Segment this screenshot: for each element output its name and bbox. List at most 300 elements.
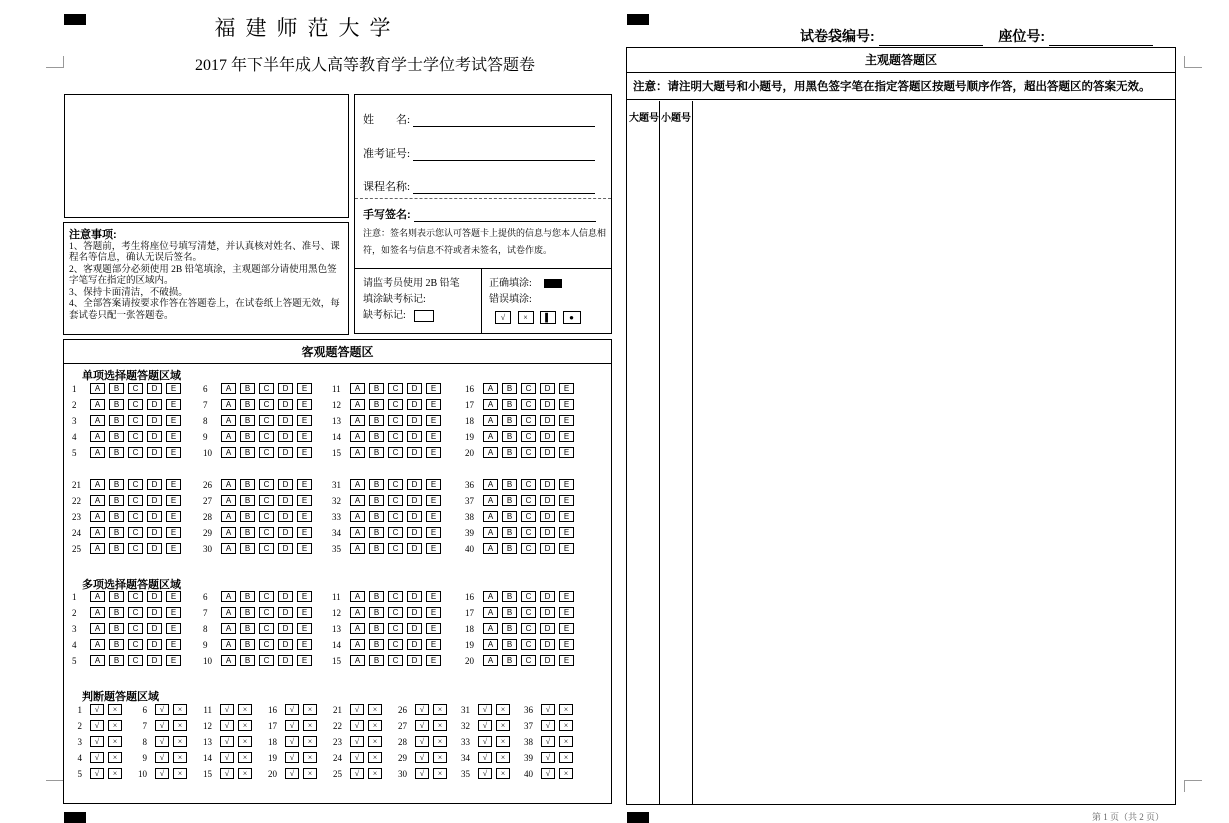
option-bubble-e[interactable]: E [559,479,574,490]
option-bubble-c[interactable]: C [128,479,143,490]
option-bubble-a[interactable]: A [483,447,498,458]
option-bubble-a[interactable]: A [350,495,365,506]
option-bubble-b[interactable]: B [109,399,124,410]
option-bubble-d[interactable]: D [278,415,293,426]
false-bubble[interactable]: × [303,736,317,747]
option-bubble-d[interactable]: D [407,655,422,666]
option-bubble-e[interactable]: E [559,527,574,538]
option-bubble-c[interactable]: C [388,431,403,442]
true-bubble[interactable]: √ [285,768,299,779]
option-bubble-c[interactable]: C [128,447,143,458]
false-bubble[interactable]: × [303,704,317,715]
option-bubble-a[interactable]: A [221,623,236,634]
option-bubble-c[interactable]: C [259,431,274,442]
option-bubble-a[interactable]: A [483,383,498,394]
option-bubble-a[interactable]: A [221,447,236,458]
option-bubble-c[interactable]: C [521,447,536,458]
option-bubble-a[interactable]: A [483,511,498,522]
option-bubble-c[interactable]: C [259,639,274,650]
option-bubble-d[interactable]: D [407,527,422,538]
option-bubble-d[interactable]: D [540,495,555,506]
option-bubble-a[interactable]: A [483,623,498,634]
option-bubble-b[interactable]: B [369,623,384,634]
option-bubble-c[interactable]: C [388,479,403,490]
option-bubble-c[interactable]: C [259,527,274,538]
true-bubble[interactable]: √ [541,752,555,763]
option-bubble-e[interactable]: E [559,383,574,394]
option-bubble-c[interactable]: C [128,639,143,650]
option-bubble-e[interactable]: E [559,431,574,442]
option-bubble-b[interactable]: B [240,639,255,650]
option-bubble-e[interactable]: E [426,495,441,506]
option-bubble-b[interactable]: B [240,591,255,602]
seat-field[interactable] [1049,32,1153,46]
option-bubble-b[interactable]: B [369,447,384,458]
false-bubble[interactable]: × [559,752,573,763]
option-bubble-d[interactable]: D [407,431,422,442]
option-bubble-d[interactable]: D [407,479,422,490]
option-bubble-b[interactable]: B [109,495,124,506]
option-bubble-b[interactable]: B [369,399,384,410]
false-bubble[interactable]: × [496,768,510,779]
option-bubble-c[interactable]: C [388,383,403,394]
sign-field[interactable] [414,210,596,222]
option-bubble-d[interactable]: D [147,383,162,394]
option-bubble-d[interactable]: D [278,495,293,506]
option-bubble-d[interactable]: D [278,639,293,650]
option-bubble-b[interactable]: B [502,415,517,426]
option-bubble-e[interactable]: E [166,623,181,634]
option-bubble-c[interactable]: C [388,543,403,554]
false-bubble[interactable]: × [433,736,447,747]
option-bubble-d[interactable]: D [147,607,162,618]
option-bubble-b[interactable]: B [502,607,517,618]
option-bubble-c[interactable]: C [388,623,403,634]
option-bubble-e[interactable]: E [166,495,181,506]
option-bubble-b[interactable]: B [240,415,255,426]
option-bubble-c[interactable]: C [259,607,274,618]
true-bubble[interactable]: √ [541,720,555,731]
option-bubble-c[interactable]: C [388,655,403,666]
option-bubble-c[interactable]: C [128,607,143,618]
false-bubble[interactable]: × [496,736,510,747]
option-bubble-a[interactable]: A [350,607,365,618]
option-bubble-e[interactable]: E [426,655,441,666]
true-bubble[interactable]: √ [155,736,169,747]
option-bubble-a[interactable]: A [350,447,365,458]
option-bubble-b[interactable]: B [502,591,517,602]
option-bubble-e[interactable]: E [297,399,312,410]
option-bubble-d[interactable]: D [407,511,422,522]
option-bubble-b[interactable]: B [109,527,124,538]
option-bubble-d[interactable]: D [147,527,162,538]
option-bubble-d[interactable]: D [407,623,422,634]
option-bubble-d[interactable]: D [407,607,422,618]
option-bubble-d[interactable]: D [540,639,555,650]
false-bubble[interactable]: × [368,736,382,747]
option-bubble-b[interactable]: B [502,399,517,410]
option-bubble-d[interactable]: D [147,431,162,442]
option-bubble-c[interactable]: C [388,495,403,506]
option-bubble-c[interactable]: C [521,543,536,554]
option-bubble-c[interactable]: C [521,479,536,490]
option-bubble-a[interactable]: A [483,591,498,602]
option-bubble-e[interactable]: E [297,527,312,538]
option-bubble-b[interactable]: B [369,607,384,618]
option-bubble-b[interactable]: B [109,511,124,522]
false-bubble[interactable]: × [238,704,252,715]
option-bubble-e[interactable]: E [166,655,181,666]
option-bubble-e[interactable]: E [297,447,312,458]
true-bubble[interactable]: √ [478,704,492,715]
option-bubble-d[interactable]: D [278,543,293,554]
option-bubble-b[interactable]: B [502,479,517,490]
option-bubble-b[interactable]: B [240,623,255,634]
true-bubble[interactable]: √ [220,768,234,779]
option-bubble-d[interactable]: D [147,543,162,554]
option-bubble-c[interactable]: C [388,639,403,650]
option-bubble-b[interactable]: B [240,479,255,490]
option-bubble-d[interactable]: D [278,655,293,666]
true-bubble[interactable]: √ [415,736,429,747]
option-bubble-e[interactable]: E [559,511,574,522]
option-bubble-c[interactable]: C [128,527,143,538]
option-bubble-e[interactable]: E [297,511,312,522]
option-bubble-a[interactable]: A [90,415,105,426]
option-bubble-e[interactable]: E [559,655,574,666]
option-bubble-a[interactable]: A [483,415,498,426]
true-bubble[interactable]: √ [415,752,429,763]
option-bubble-b[interactable]: B [369,591,384,602]
false-bubble[interactable]: × [559,736,573,747]
option-bubble-c[interactable]: C [128,591,143,602]
option-bubble-e[interactable]: E [297,655,312,666]
option-bubble-a[interactable]: A [221,495,236,506]
option-bubble-d[interactable]: D [407,591,422,602]
option-bubble-e[interactable]: E [559,415,574,426]
envelope-field[interactable] [879,32,983,46]
option-bubble-d[interactable]: D [540,479,555,490]
option-bubble-d[interactable]: D [407,399,422,410]
true-bubble[interactable]: √ [90,704,104,715]
option-bubble-e[interactable]: E [559,623,574,634]
option-bubble-e[interactable]: E [166,479,181,490]
option-bubble-a[interactable]: A [350,479,365,490]
option-bubble-a[interactable]: A [90,639,105,650]
option-bubble-d[interactable]: D [540,511,555,522]
option-bubble-c[interactable]: C [259,543,274,554]
option-bubble-e[interactable]: E [426,415,441,426]
option-bubble-b[interactable]: B [109,543,124,554]
option-bubble-e[interactable]: E [426,447,441,458]
false-bubble[interactable]: × [173,752,187,763]
option-bubble-d[interactable]: D [278,479,293,490]
option-bubble-d[interactable]: D [540,591,555,602]
option-bubble-d[interactable]: D [147,479,162,490]
false-bubble[interactable]: × [433,752,447,763]
option-bubble-b[interactable]: B [502,639,517,650]
option-bubble-e[interactable]: E [166,639,181,650]
false-bubble[interactable]: × [173,704,187,715]
option-bubble-d[interactable]: D [278,431,293,442]
false-bubble[interactable]: × [108,720,122,731]
option-bubble-b[interactable]: B [369,415,384,426]
option-bubble-c[interactable]: C [128,623,143,634]
option-bubble-c[interactable]: C [521,527,536,538]
option-bubble-e[interactable]: E [166,399,181,410]
option-bubble-e[interactable]: E [166,607,181,618]
option-bubble-a[interactable]: A [221,383,236,394]
option-bubble-c[interactable]: C [388,399,403,410]
option-bubble-a[interactable]: A [90,543,105,554]
option-bubble-d[interactable]: D [407,383,422,394]
true-bubble[interactable]: √ [415,704,429,715]
true-bubble[interactable]: √ [220,752,234,763]
option-bubble-a[interactable]: A [90,447,105,458]
option-bubble-b[interactable]: B [369,511,384,522]
option-bubble-c[interactable]: C [259,383,274,394]
option-bubble-a[interactable]: A [90,527,105,538]
false-bubble[interactable]: × [303,768,317,779]
option-bubble-a[interactable]: A [221,527,236,538]
option-bubble-e[interactable]: E [297,383,312,394]
option-bubble-a[interactable]: A [483,495,498,506]
true-bubble[interactable]: √ [350,720,364,731]
option-bubble-a[interactable]: A [221,399,236,410]
option-bubble-b[interactable]: B [240,431,255,442]
option-bubble-d[interactable]: D [278,383,293,394]
option-bubble-c[interactable]: C [388,415,403,426]
option-bubble-d[interactable]: D [278,511,293,522]
option-bubble-e[interactable]: E [426,591,441,602]
option-bubble-b[interactable]: B [240,655,255,666]
option-bubble-e[interactable]: E [166,415,181,426]
option-bubble-b[interactable]: B [109,639,124,650]
option-bubble-d[interactable]: D [540,415,555,426]
option-bubble-a[interactable]: A [483,479,498,490]
option-bubble-d[interactable]: D [147,623,162,634]
option-bubble-d[interactable]: D [540,543,555,554]
option-bubble-e[interactable]: E [559,543,574,554]
option-bubble-e[interactable]: E [297,543,312,554]
option-bubble-c[interactable]: C [128,655,143,666]
option-bubble-e[interactable]: E [559,591,574,602]
option-bubble-b[interactable]: B [502,623,517,634]
option-bubble-b[interactable]: B [369,655,384,666]
option-bubble-e[interactable]: E [297,415,312,426]
option-bubble-a[interactable]: A [90,399,105,410]
option-bubble-d[interactable]: D [278,527,293,538]
option-bubble-c[interactable]: C [259,623,274,634]
option-bubble-c[interactable]: C [259,511,274,522]
option-bubble-b[interactable]: B [240,607,255,618]
option-bubble-a[interactable]: A [221,591,236,602]
true-bubble[interactable]: √ [541,704,555,715]
false-bubble[interactable]: × [173,720,187,731]
option-bubble-e[interactable]: E [166,383,181,394]
option-bubble-e[interactable]: E [297,431,312,442]
option-bubble-d[interactable]: D [147,655,162,666]
option-bubble-d[interactable]: D [540,399,555,410]
option-bubble-d[interactable]: D [407,415,422,426]
option-bubble-d[interactable]: D [540,607,555,618]
false-bubble[interactable]: × [238,736,252,747]
false-bubble[interactable]: × [303,752,317,763]
true-bubble[interactable]: √ [415,720,429,731]
true-bubble[interactable]: √ [541,736,555,747]
option-bubble-e[interactable]: E [559,495,574,506]
true-bubble[interactable]: √ [478,720,492,731]
option-bubble-b[interactable]: B [502,431,517,442]
true-bubble[interactable]: √ [285,736,299,747]
option-bubble-a[interactable]: A [350,383,365,394]
option-bubble-d[interactable]: D [147,399,162,410]
option-bubble-b[interactable]: B [109,479,124,490]
option-bubble-e[interactable]: E [426,383,441,394]
true-bubble[interactable]: √ [220,704,234,715]
true-bubble[interactable]: √ [155,704,169,715]
option-bubble-b[interactable]: B [369,543,384,554]
option-bubble-c[interactable]: C [388,607,403,618]
option-bubble-c[interactable]: C [128,431,143,442]
true-bubble[interactable]: √ [350,768,364,779]
option-bubble-e[interactable]: E [297,639,312,650]
true-bubble[interactable]: √ [478,736,492,747]
option-bubble-a[interactable]: A [483,399,498,410]
option-bubble-e[interactable]: E [166,543,181,554]
true-bubble[interactable]: √ [285,720,299,731]
option-bubble-e[interactable]: E [166,447,181,458]
true-bubble[interactable]: √ [541,768,555,779]
false-bubble[interactable]: × [433,720,447,731]
false-bubble[interactable]: × [108,752,122,763]
option-bubble-a[interactable]: A [221,479,236,490]
false-bubble[interactable]: × [496,752,510,763]
option-bubble-d[interactable]: D [540,623,555,634]
option-bubble-e[interactable]: E [426,623,441,634]
false-bubble[interactable]: × [108,736,122,747]
false-bubble[interactable]: × [173,736,187,747]
option-bubble-c[interactable]: C [128,399,143,410]
option-bubble-e[interactable]: E [297,623,312,634]
option-bubble-c[interactable]: C [259,495,274,506]
option-bubble-b[interactable]: B [369,495,384,506]
option-bubble-c[interactable]: C [259,479,274,490]
option-bubble-d[interactable]: D [540,383,555,394]
option-bubble-b[interactable]: B [240,543,255,554]
option-bubble-e[interactable]: E [297,591,312,602]
true-bubble[interactable]: √ [220,720,234,731]
option-bubble-a[interactable]: A [350,431,365,442]
option-bubble-a[interactable]: A [350,399,365,410]
option-bubble-e[interactable]: E [559,399,574,410]
false-bubble[interactable]: × [108,768,122,779]
option-bubble-c[interactable]: C [388,511,403,522]
subjective-answer-area[interactable] [693,101,1175,804]
option-bubble-b[interactable]: B [109,607,124,618]
true-bubble[interactable]: √ [155,720,169,731]
false-bubble[interactable]: × [368,768,382,779]
option-bubble-d[interactable]: D [147,639,162,650]
option-bubble-a[interactable]: A [483,527,498,538]
true-bubble[interactable]: √ [155,752,169,763]
option-bubble-e[interactable]: E [426,543,441,554]
option-bubble-e[interactable]: E [559,607,574,618]
option-bubble-c[interactable]: C [521,591,536,602]
option-bubble-a[interactable]: A [350,623,365,634]
false-bubble[interactable]: × [559,768,573,779]
option-bubble-a[interactable]: A [90,607,105,618]
option-bubble-d[interactable]: D [407,639,422,650]
option-bubble-a[interactable]: A [221,655,236,666]
option-bubble-d[interactable]: D [540,431,555,442]
option-bubble-a[interactable]: A [221,607,236,618]
false-bubble[interactable]: × [368,704,382,715]
option-bubble-e[interactable]: E [426,511,441,522]
option-bubble-b[interactable]: B [502,655,517,666]
absent-checkbox[interactable] [414,310,434,322]
option-bubble-b[interactable]: B [109,415,124,426]
option-bubble-e[interactable]: E [426,639,441,650]
option-bubble-c[interactable]: C [521,431,536,442]
name-field[interactable] [413,115,595,127]
option-bubble-d[interactable]: D [407,495,422,506]
option-bubble-b[interactable]: B [369,383,384,394]
true-bubble[interactable]: √ [350,704,364,715]
true-bubble[interactable]: √ [478,768,492,779]
true-bubble[interactable]: √ [350,752,364,763]
option-bubble-e[interactable]: E [166,591,181,602]
option-bubble-c[interactable]: C [259,415,274,426]
true-bubble[interactable]: √ [155,768,169,779]
option-bubble-c[interactable]: C [128,495,143,506]
true-bubble[interactable]: √ [90,752,104,763]
option-bubble-c[interactable]: C [128,383,143,394]
option-bubble-c[interactable]: C [128,511,143,522]
option-bubble-a[interactable]: A [90,383,105,394]
option-bubble-a[interactable]: A [350,655,365,666]
option-bubble-b[interactable]: B [369,527,384,538]
option-bubble-b[interactable]: B [502,495,517,506]
option-bubble-e[interactable]: E [559,447,574,458]
option-bubble-a[interactable]: A [350,591,365,602]
false-bubble[interactable]: × [173,768,187,779]
option-bubble-c[interactable]: C [388,527,403,538]
option-bubble-c[interactable]: C [521,399,536,410]
option-bubble-a[interactable]: A [483,639,498,650]
option-bubble-d[interactable]: D [540,655,555,666]
option-bubble-a[interactable]: A [483,431,498,442]
option-bubble-c[interactable]: C [521,495,536,506]
option-bubble-a[interactable]: A [90,511,105,522]
option-bubble-b[interactable]: B [240,527,255,538]
option-bubble-e[interactable]: E [559,639,574,650]
option-bubble-d[interactable]: D [147,511,162,522]
option-bubble-e[interactable]: E [297,495,312,506]
option-bubble-b[interactable]: B [109,383,124,394]
option-bubble-a[interactable]: A [221,543,236,554]
option-bubble-d[interactable]: D [278,607,293,618]
option-bubble-c[interactable]: C [259,399,274,410]
option-bubble-a[interactable]: A [90,495,105,506]
false-bubble[interactable]: × [368,752,382,763]
true-bubble[interactable]: √ [415,768,429,779]
option-bubble-e[interactable]: E [426,527,441,538]
true-bubble[interactable]: √ [90,736,104,747]
false-bubble[interactable]: × [496,704,510,715]
true-bubble[interactable]: √ [350,736,364,747]
option-bubble-c[interactable]: C [259,447,274,458]
